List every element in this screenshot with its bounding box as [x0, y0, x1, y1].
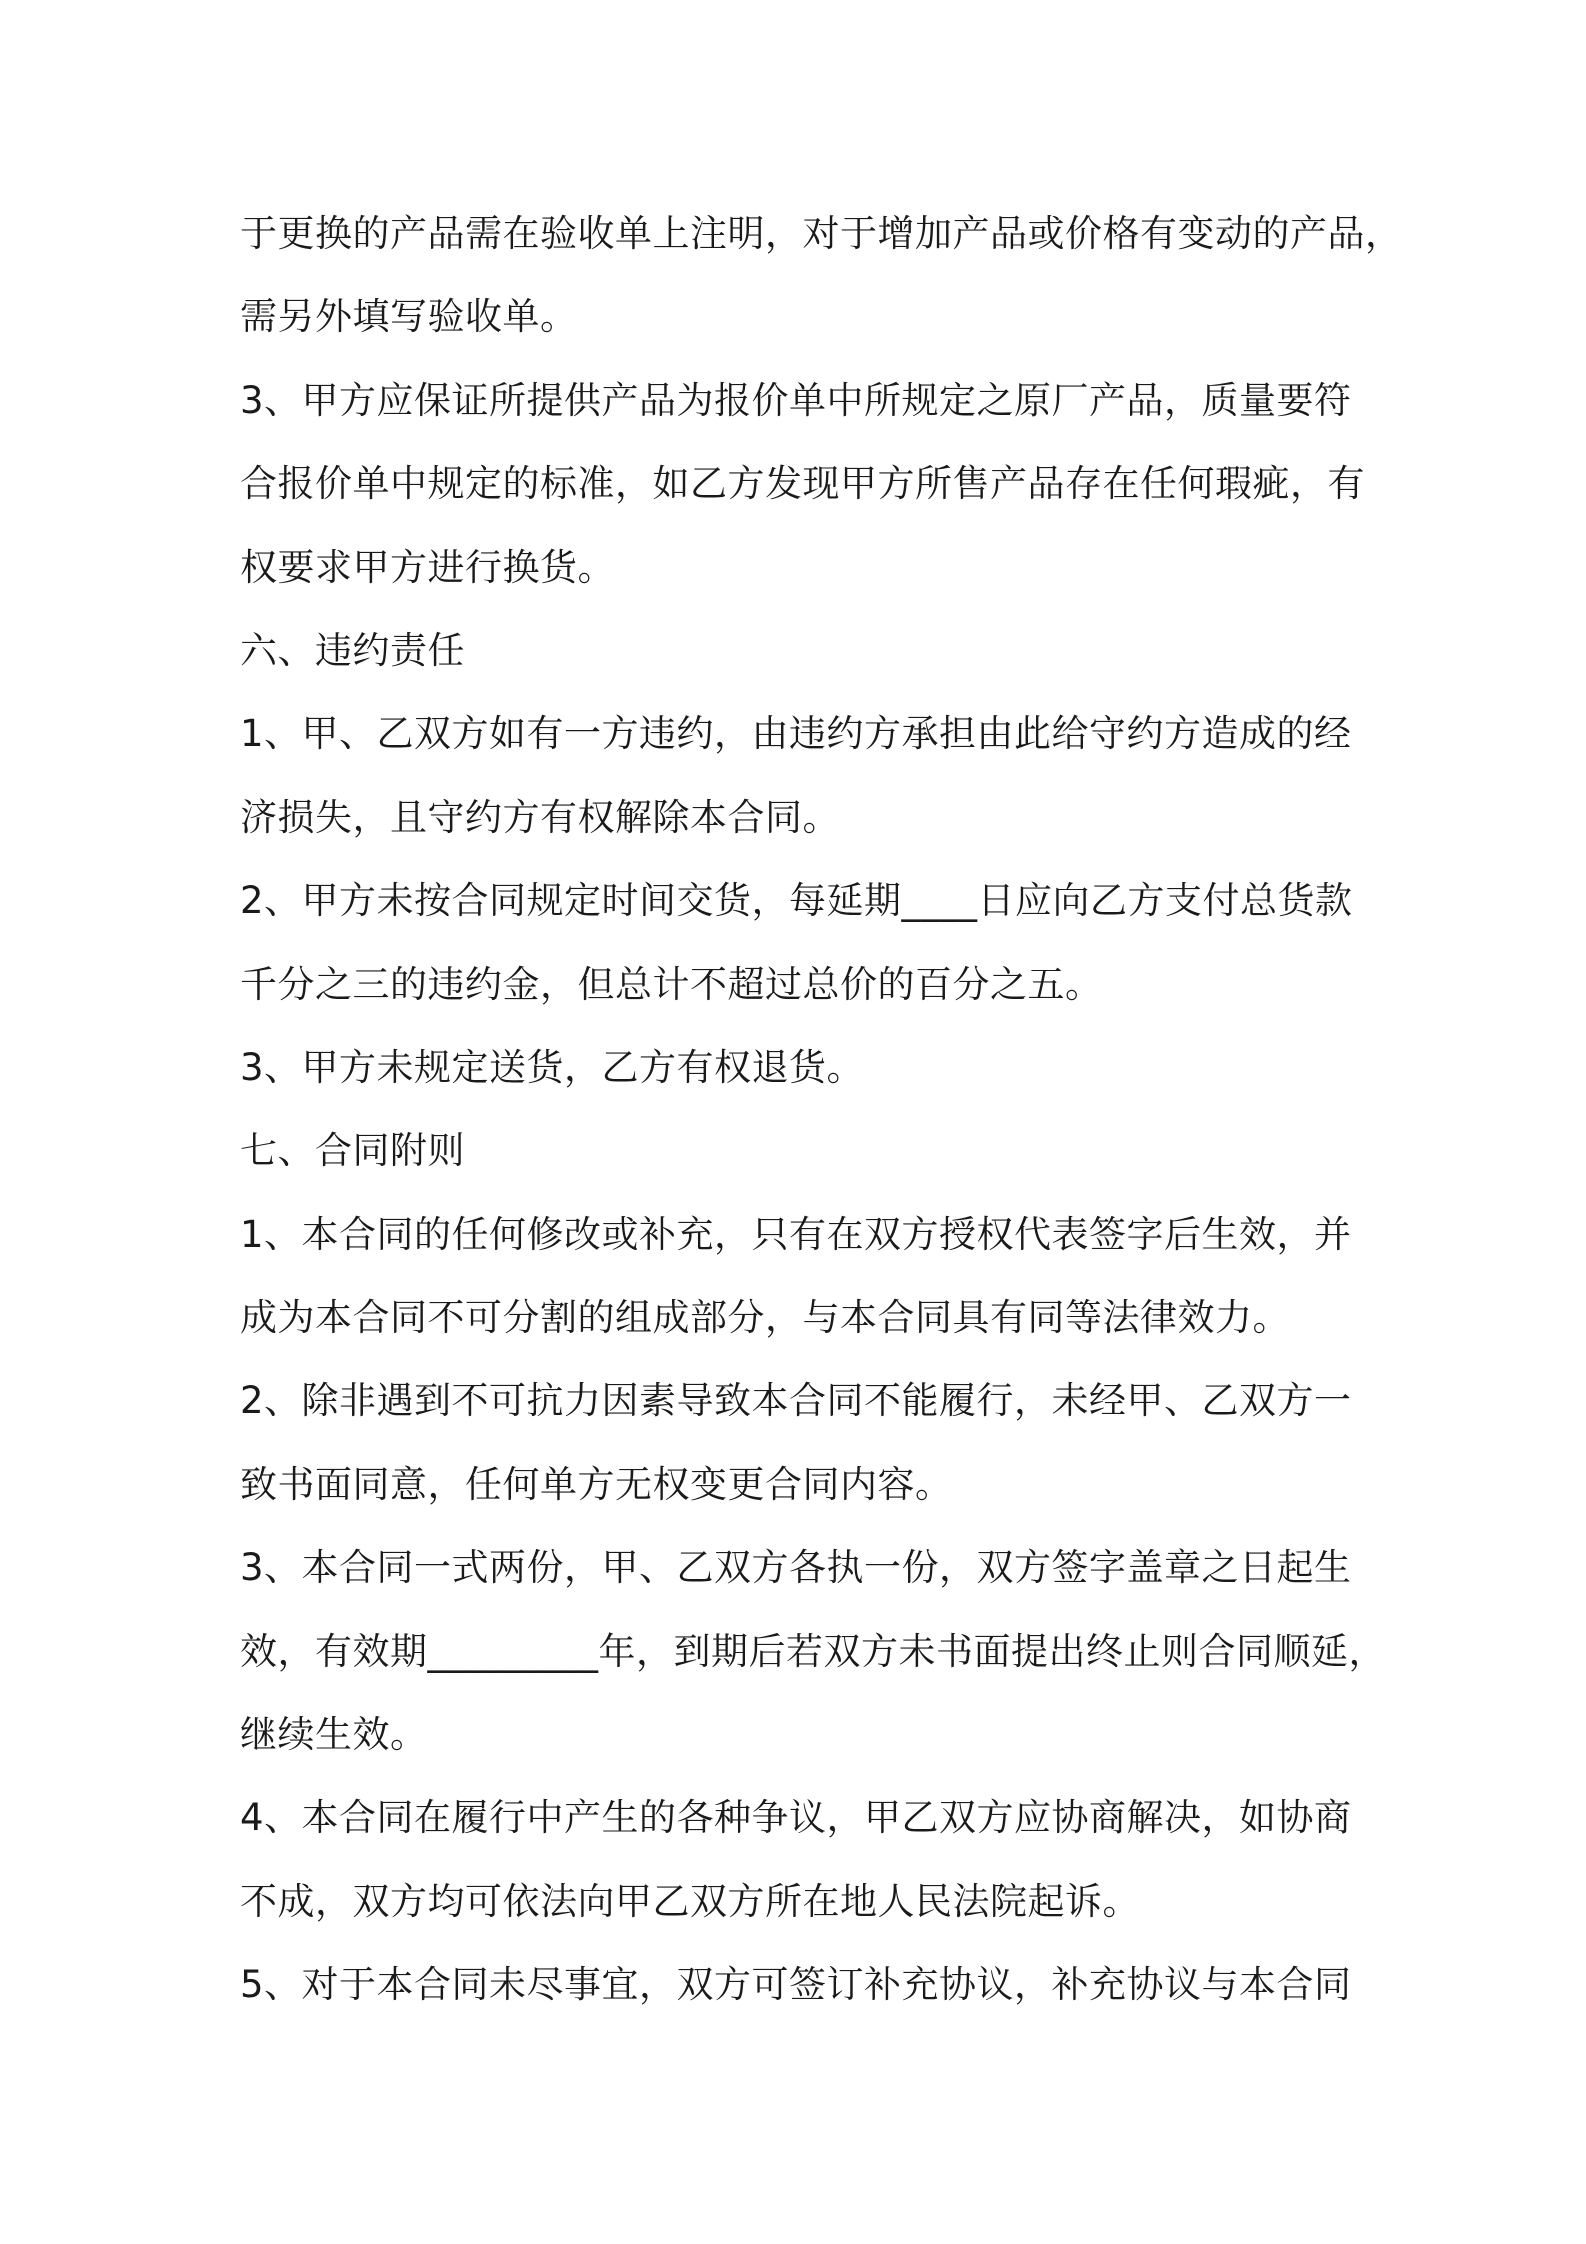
contract-text — [240, 192, 1403, 2027]
paragraph-line: 权要求甲方进行换货。 — [240, 545, 615, 589]
clause-line: 1、本合同的任何修改或补充，只有在双方授权代表签字后生效，并 — [240, 1212, 1352, 1256]
paragraph-line: 致书面同意，任何单方无权变更合同内容。 — [240, 1462, 953, 1506]
section-heading-breach: 六、违约责任 — [240, 628, 465, 672]
clause-line: 1、甲、乙双方如有一方违约，由违约方承担由此给守约方造成的经 — [240, 712, 1352, 756]
paragraph-line: 需另外填写验收单。 — [240, 295, 578, 339]
clause-line: 2、甲方未按合同规定时间交货，每延期____日应向乙方支付总货款 — [240, 879, 1353, 923]
paragraph-line: 于更换的产品需在验收单上注明，对于增加产品或价格有变动的产品， — [240, 212, 1403, 255]
paragraph-line: 不成，双方均可依法向甲乙双方所在地人民法院起诉。 — [240, 1879, 1140, 1923]
paragraph-line: 合报价单中规定的标准，如乙方发现甲方所售产品存在任何瑕疵，有 — [240, 462, 1365, 506]
clause-line: 3、甲方未规定送货，乙方有权退货。 — [240, 1045, 865, 1089]
clause-line: 2、除非遇到不可抗力因素导致本合同不能履行，未经甲、乙双方一 — [240, 1379, 1352, 1423]
clause-line: 5、对于本合同未尽事宜，双方可签订补充协议，补充协议与本合同 — [240, 1963, 1352, 2007]
paragraph-line: 效，有效期_________年，到期后若双方未书面提出终止则合同顺延， — [240, 1629, 1386, 1673]
clause-line: 3、甲方应保证所提供产品为报价单中所规定之原厂产品，质量要符 — [240, 378, 1352, 422]
section-heading-supplementary: 七、合同附则 — [240, 1129, 465, 1173]
clause-line: 3、本合同一式两份，甲、乙双方各执一份，双方签字盖章之日起生 — [240, 1546, 1352, 1590]
paragraph-line: 成为本合同不可分割的组成部分，与本合同具有同等法律效力。 — [240, 1296, 1290, 1340]
paragraph-line: 继续生效。 — [240, 1713, 428, 1757]
paragraph-line: 千分之三的违约金，但总计不超过总价的百分之五。 — [240, 962, 1103, 1006]
paragraph-line: 济损失，且守约方有权解除本合同。 — [240, 795, 840, 839]
clause-line: 4、本合同在履行中产生的各种争议，甲乙双方应协商解决，如协商 — [240, 1796, 1352, 1840]
